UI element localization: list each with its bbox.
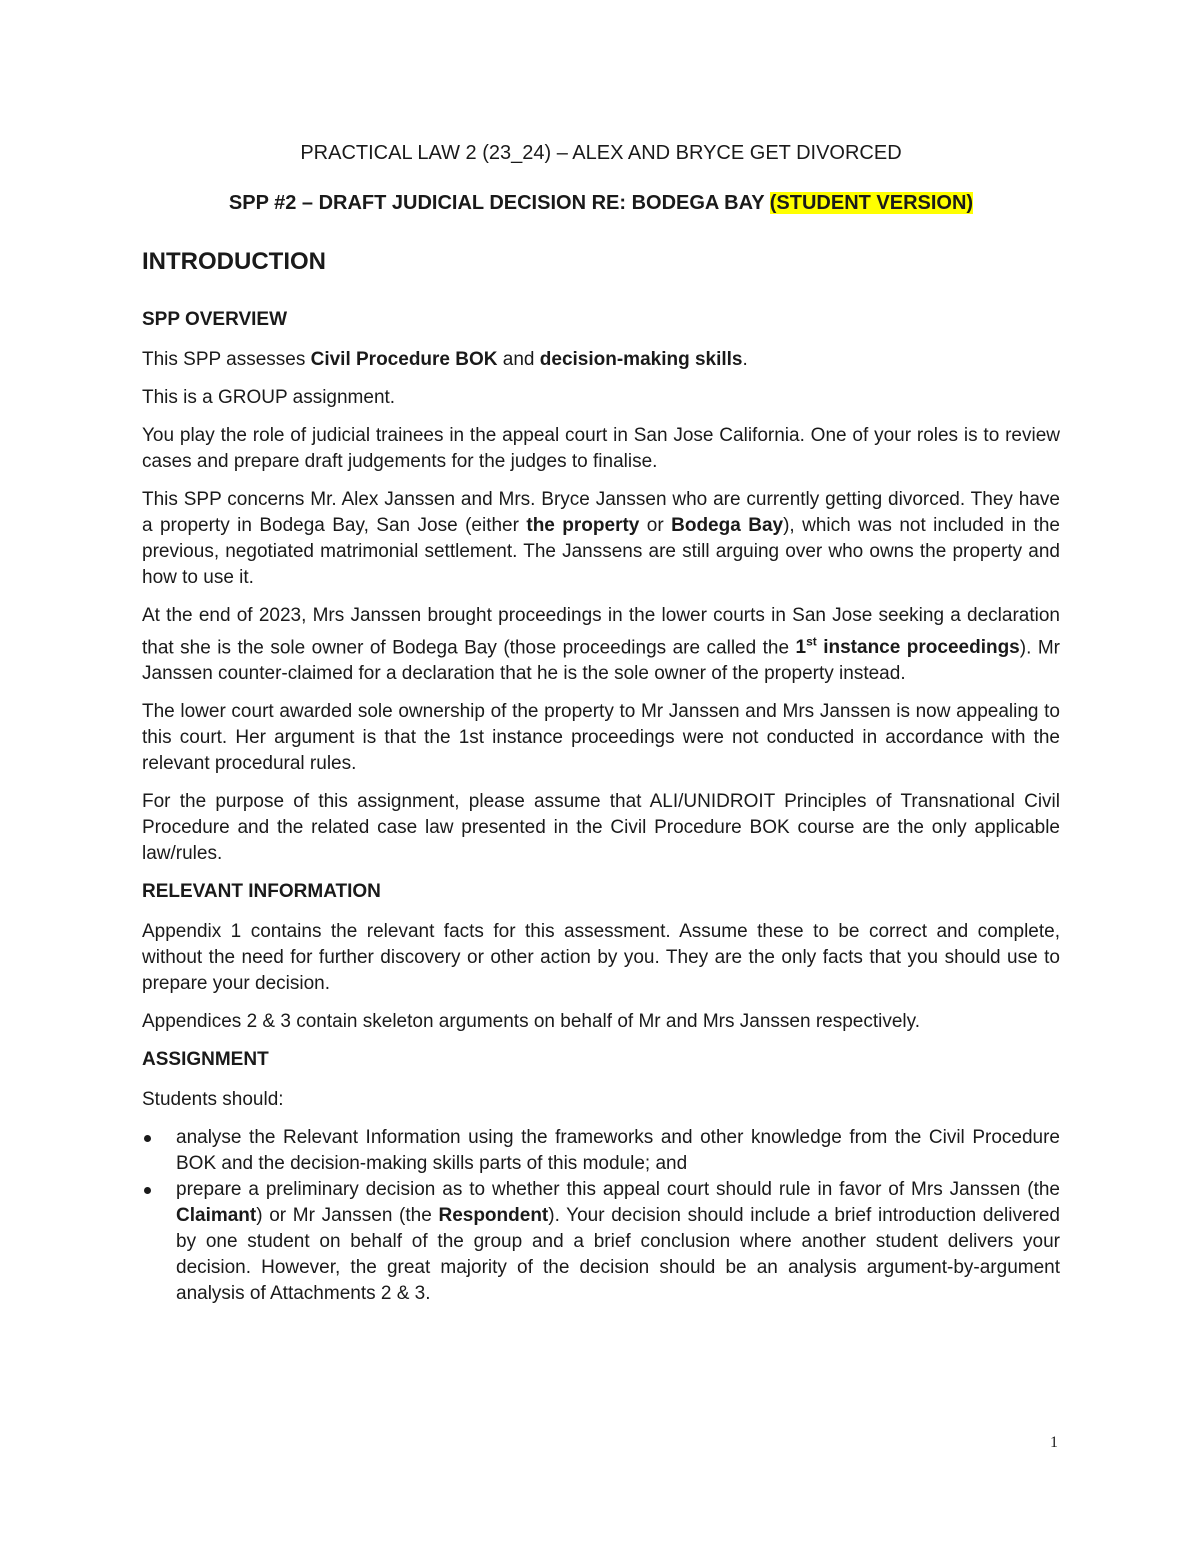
document-subtitle xyxy=(142,189,1060,217)
text-run: 1 xyxy=(795,637,807,659)
bullet-icon xyxy=(144,1135,151,1142)
text-run: instance proceedings xyxy=(816,637,1020,659)
list-item xyxy=(142,1125,1060,1177)
paragraph-students-should: Students should: xyxy=(142,1089,284,1111)
paragraph-appendices: Appendices 2 & 3 contain skeleton arguments on behalf of Mr and Mrs Janssen respectively. xyxy=(142,1011,921,1033)
bold-run: the property xyxy=(526,515,640,536)
subtitle-text: SPP #2 – DRAFT JUDICIAL DECISION RE: BODEGA BAY xyxy=(228,192,770,214)
heading-introduction: INTRODUCTION xyxy=(142,248,326,275)
document-title: PRACTICAL LAW 2 (23_24) – ALEX AND BRYCE GET DIVORCED xyxy=(300,142,902,164)
page-number: 1 xyxy=(1050,1434,1058,1451)
superscript: st xyxy=(806,635,817,649)
text-run: At the end of 2023, Mrs Janssen brought proceedings in the lower courts in San Jose seeking a declaration that she is the sole owner of Bodega Bay (those proceedings are called the xyxy=(142,605,1060,659)
bullet-icon xyxy=(144,1187,151,1194)
bold-run: Civil Procedure BOK xyxy=(310,349,498,370)
bold-run: Bodega Bay xyxy=(671,515,784,536)
list-item xyxy=(142,1177,1060,1307)
text-run: . xyxy=(742,349,748,370)
heading-spp-overview: SPP OVERVIEW xyxy=(142,309,288,330)
bold-run: Respondent xyxy=(438,1205,549,1227)
paragraph-group: This is a GROUP assignment. xyxy=(142,387,396,408)
student-version-highlight: (STUDENT VERSION) xyxy=(769,192,974,214)
paragraph-role: You play the role of judicial trainees in the appeal court in San Jose California. One of your roles is to review cases and prepare draft judgements for the judges to finalise. xyxy=(142,425,1060,472)
bold-run: Claimant xyxy=(176,1205,257,1227)
text-run: This SPP concerns Mr. Alex Janssen and Mrs. Bryce Janssen who are currently getting divorced. They have a property in Bodega Bay, San Jose (either xyxy=(142,489,1060,536)
paragraph-assesses xyxy=(142,347,1060,373)
text-run: or xyxy=(639,515,672,536)
paragraph-appeal: The lower court awarded sole ownership of the property to Mr Janssen and Mrs Janssen is now appealing to this court. Her argument is that the 1st instance proceedings were not conducted in accordance with the relevant procedural rules. xyxy=(142,701,1060,775)
text-run: ). Your decision should include a brief introduction delivered by one student on behalf of the group and a brief conclusion where another student delivers your decision. However, the great majority of the decision should be an analysis argument-by-argument analysis of Attachments 2 & 3. xyxy=(176,1205,1060,1305)
heading-assignment: ASSIGNMENT xyxy=(142,1049,269,1071)
paragraph-appendix-1: Appendix 1 contains the relevant facts for this assessment. Assume these to be correct and complete, without the need for further discovery or other action by you. They are the only facts that you should use to prepare your decision. xyxy=(142,921,1060,995)
heading-relevant-information: RELEVANT INFORMATION xyxy=(142,881,381,903)
paragraph-proceedings xyxy=(142,603,1060,687)
bold-run: decision-making skills xyxy=(539,349,743,370)
paragraph-concerns xyxy=(142,487,1060,591)
text-run: analyse the Relevant Information using the frameworks and other knowledge from the Civil Procedure BOK and the decision-making skills parts of this module; and xyxy=(176,1127,1060,1175)
document-body xyxy=(142,139,1060,1307)
paragraph-applicable-law: For the purpose of this assignment, please assume that ALI/UNIDROIT Principles of Transnational Civil Procedure and the related case law presented in the Civil Procedure BOK course are the only applicable law/rules. xyxy=(142,791,1060,865)
text-run: This SPP assesses xyxy=(142,349,311,370)
bold-run xyxy=(796,637,1020,658)
text-run: prepare a preliminary decision as to whether this appeal court should rule in favor of Mrs Janssen (the xyxy=(176,1179,1060,1201)
assignment-bullet-list xyxy=(142,1125,1060,1307)
text-run: and xyxy=(497,349,540,370)
text-run: ), which was not included in the previous, negotiated matrimonial settlement. The Janssens are still arguing over who owns the property and how to use it. xyxy=(142,515,1060,588)
text-run: ). Mr Janssen counter-claimed for a declaration that he is the sole owner of the property instead. xyxy=(142,637,1060,685)
text-run: ) or Mr Janssen (the xyxy=(256,1205,439,1227)
